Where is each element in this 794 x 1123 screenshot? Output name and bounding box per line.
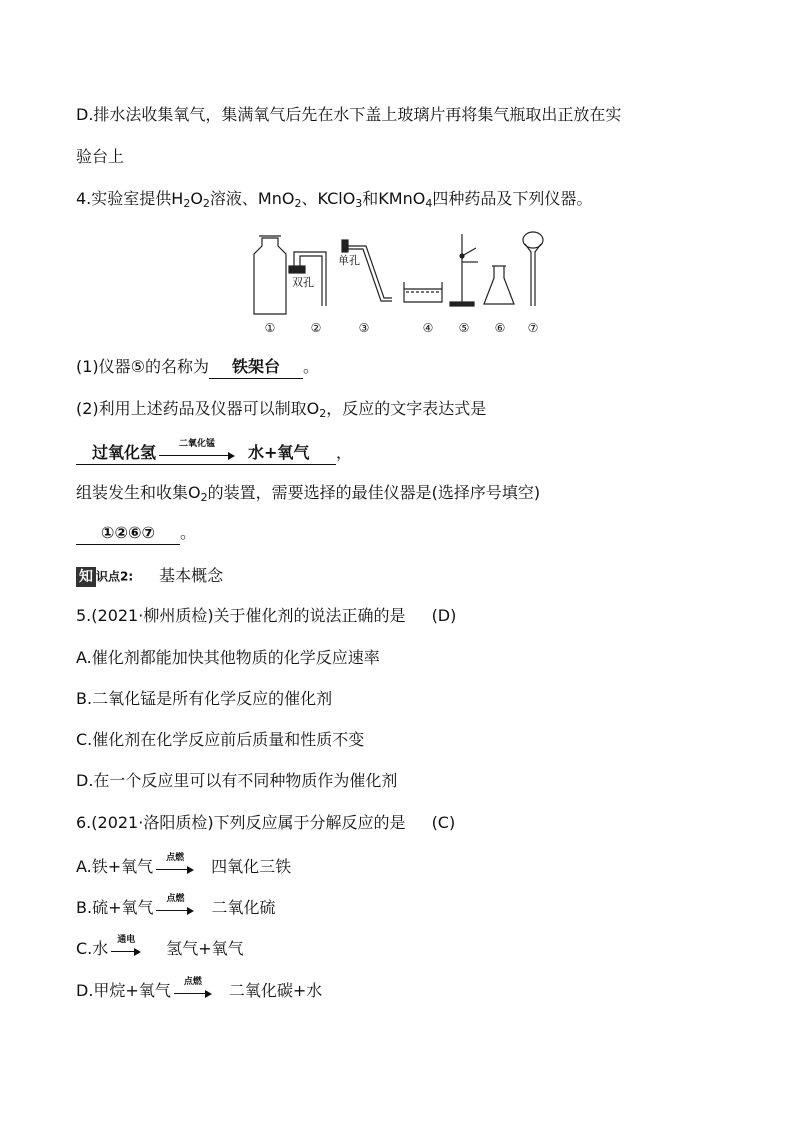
q5-option-a: A.催化剂都能加快其他物质的化学反应速率 bbox=[76, 648, 380, 667]
q4-sub1-answer: 铁架台 bbox=[209, 356, 303, 379]
q3-option-d-line1: D.排水法收集氧气，集满氧气后先在水下盖上玻璃片再将集气瓶取出正放在实 bbox=[76, 105, 622, 124]
reaction-arrow: 点燃 bbox=[156, 861, 194, 875]
reaction-arrow: 点燃 bbox=[156, 902, 194, 916]
iron-stand-icon bbox=[450, 234, 478, 306]
reaction-arrow: 点燃 bbox=[174, 985, 212, 999]
q4-sub2-stem: (2)利用上述药品及仪器可以制取$O_2$，反应的文字表达式是 bbox=[76, 399, 487, 420]
apparatus-number-1: ① bbox=[264, 321, 276, 335]
q4-sub2-line3: 组装发生和收集$O_2$的装置，需要选择的最佳仪器是(选择序号填空) bbox=[76, 483, 541, 504]
q5-option-d: D.在一个反应里可以有不同种物质作为催化剂 bbox=[76, 771, 398, 790]
q4-sub1: (1)仪器⑤的名称为 铁架台 。 bbox=[76, 356, 319, 379]
apparatus-number-5: ⑤ bbox=[458, 321, 470, 335]
q6-answer: (C) bbox=[431, 813, 456, 832]
water-trough-icon bbox=[404, 282, 442, 302]
reaction-arrow: 二氧化锰 bbox=[159, 447, 235, 461]
apparatus-number-4: ④ bbox=[422, 321, 434, 335]
long-neck-funnel-icon bbox=[523, 232, 543, 306]
q5-option-c: C.催化剂在化学反应前后质量和性质不变 bbox=[76, 730, 365, 749]
q4-sub2-equation: 过氧化氢 二氧化锰 水+氧气 ， bbox=[76, 442, 352, 465]
apparatus-figure bbox=[244, 226, 554, 338]
conical-flask-icon bbox=[484, 266, 514, 304]
knowledge-point-heading: 知 识点2: 基本概念 bbox=[76, 565, 223, 588]
q4-sub2-selection-answer: ①②⑥⑦ bbox=[76, 522, 180, 545]
gas-bottle-icon bbox=[254, 236, 286, 314]
label-single-hole: 单孔 bbox=[338, 254, 360, 267]
knowledge-badge-icon: 知 bbox=[76, 567, 96, 587]
apparatus-number-7: ⑦ bbox=[527, 321, 539, 335]
q4-sub2-answer: 过氧化氢 二氧化锰 水+氧气 bbox=[76, 442, 336, 465]
q5-option-b: B.二氧化锰是所有化学反应的催化剂 bbox=[76, 689, 333, 708]
q6-option-d: D.甲烷+氧气 点燃 二氧化碳+水 bbox=[76, 976, 323, 1000]
q3-option-d-line2: 验台上 bbox=[76, 147, 125, 166]
q4-sub2-answer-line: ①②⑥⑦ 。 bbox=[76, 522, 196, 545]
single-hole-stopper-tube-icon bbox=[342, 240, 392, 301]
q6-option-b: B.硫+氧气 点燃 二氧化硫 bbox=[76, 893, 276, 917]
q5-stem: 5.(2021·柳州质检)关于催化剂的说法正确的是 (D) bbox=[76, 606, 457, 625]
apparatus-number-3: ③ bbox=[358, 321, 370, 335]
q6-option-a: A.铁+氧气 点燃 四氧化三铁 bbox=[76, 852, 292, 876]
q6-option-c: C.水 通电 氢气+氧气 bbox=[76, 934, 244, 958]
q6-stem: 6.(2021·洛阳质检)下列反应属于分解反应的是 (C) bbox=[76, 813, 456, 832]
q5-answer: (D) bbox=[431, 606, 457, 625]
apparatus-number-2: ② bbox=[310, 321, 322, 335]
reaction-arrow: 通电 bbox=[111, 943, 141, 957]
label-double-hole: 双孔 bbox=[292, 276, 314, 289]
apparatus-number-6: ⑥ bbox=[494, 321, 506, 335]
q4-stem: 4.实验室提供$H_2O_2$溶液、MnO$_2$、KClO$_3$和KMnO$_4$四种药品及下列仪器。 bbox=[76, 189, 593, 210]
